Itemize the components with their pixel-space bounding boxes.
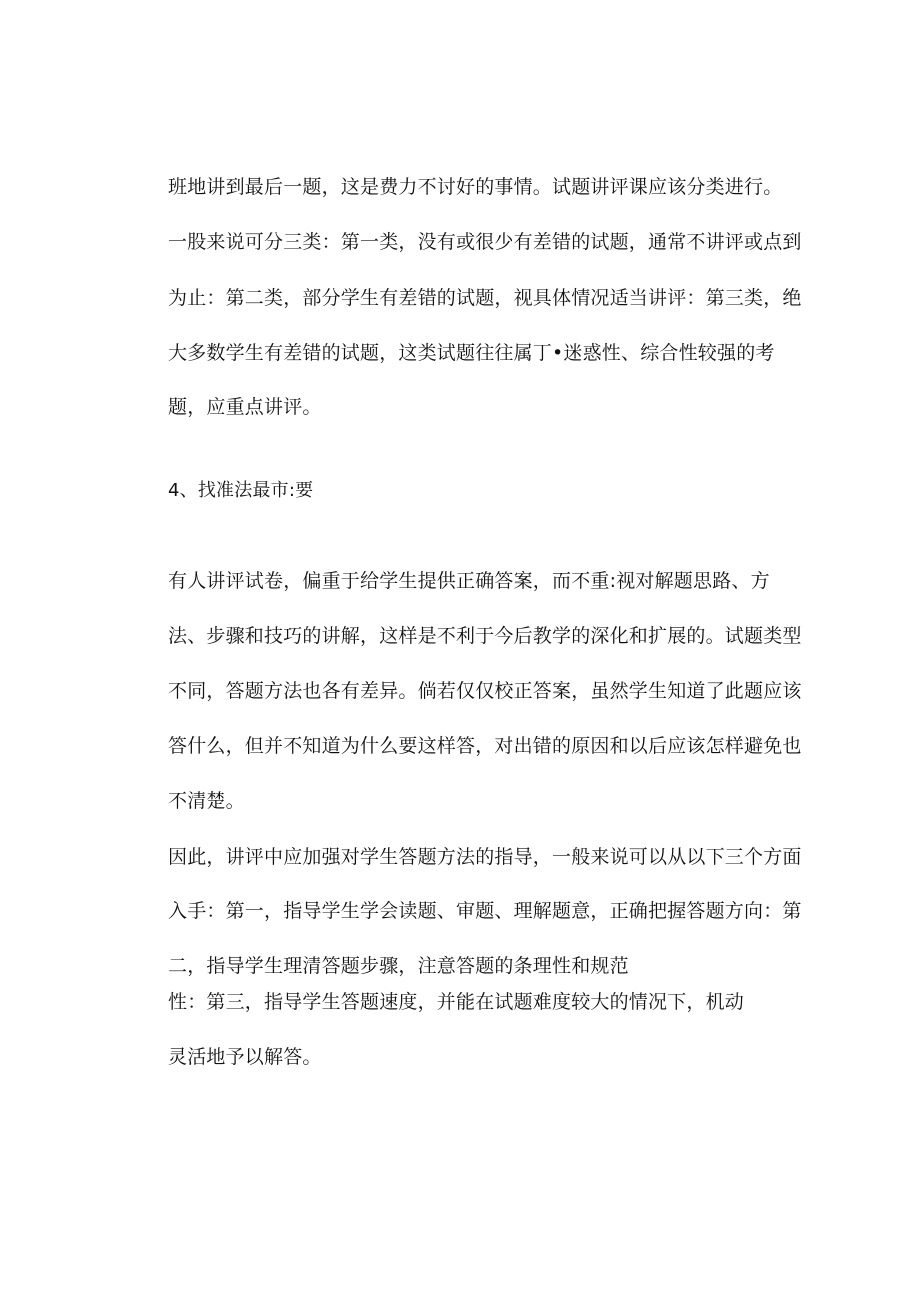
paragraph-line-15: 灵活地予以解答。 — [168, 1046, 322, 1068]
paragraph-line-6: 有人讲评试卷，偏重于给学生提供正确答案，而不重:视对解题思路、方 — [168, 570, 770, 592]
paragraph-line-7: 法、步骤和技巧的讲解，这样是不利于今后教学的深化和扩展的。试题类型 — [168, 625, 802, 647]
paragraph-line-14: 性：第三，指导学生答题速度，并能在试题难度较大的情况下，机动 — [168, 991, 745, 1013]
paragraph-line-4: 大多数学生有差错的试题，这类试题往往属丁•迷惑性、综合性较强的考 — [168, 342, 775, 364]
paragraph-line-11: 因此，讲评中应加强对学生答题方法的指导，一般来说可以从以下三个方面 — [168, 846, 802, 868]
section-heading: 4、找准法最市:要 — [168, 480, 314, 501]
paragraph-line-13: 二，指导学生理清答题步骤，注意答题的条理性和规范 — [168, 955, 629, 977]
paragraph-line-12: 入手：第一，指导学生学会读题、审题、理解题意，正确把握答题方向：第 — [168, 900, 802, 922]
paragraph-line-1: 班地讲到最后一题，这是费力不讨好的事情。试题讲评课应该分类进行。 — [168, 176, 783, 198]
paragraph-line-3: 为止：第二类，部分学生有差错的试题，视具体情况适当讲评：第三类，绝 — [168, 287, 802, 309]
paragraph-line-5: 题，应重点讲评。 — [168, 396, 322, 418]
paragraph-line-2: 一股来说可分三类：第一类，没有或很少有差错的试题，通常不讲评或点到 — [168, 231, 802, 253]
paragraph-line-8: 不同，答题方法也各有差异。倘若仅仅校正答案，虽然学生知道了此题应该 — [168, 680, 802, 702]
paragraph-line-9: 答什么，但并不知道为什么要这样答，对出错的原因和以后应该怎样避免也 — [168, 735, 802, 757]
paragraph-line-10: 不清楚。 — [168, 790, 245, 812]
